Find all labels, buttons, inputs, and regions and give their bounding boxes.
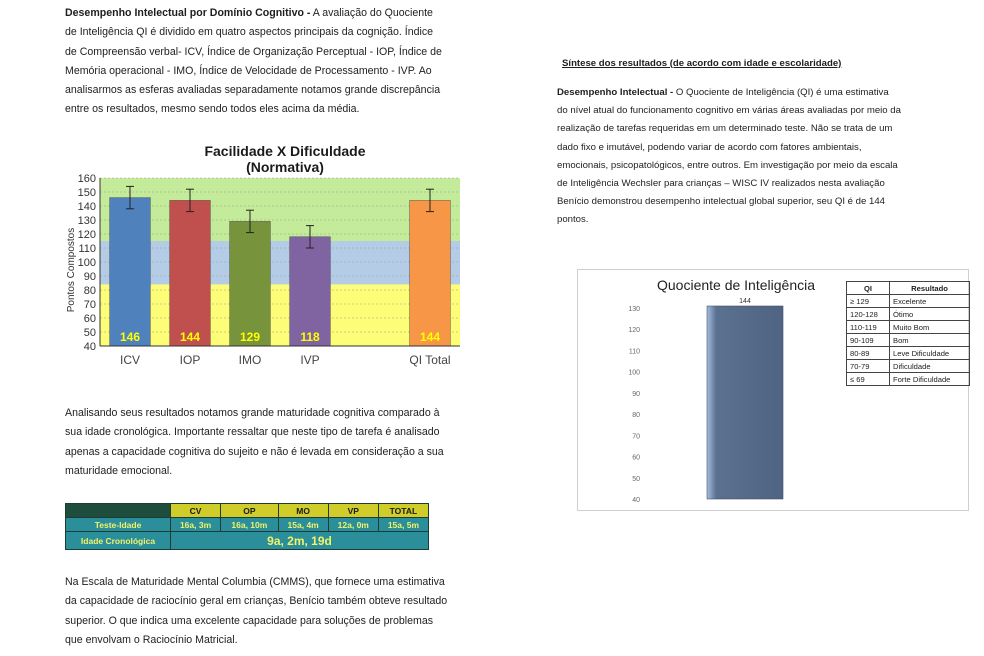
rp-line-5: de Inteligência Wechsler para crianças – WISC IV realizados nesta avaliação <box>557 178 885 190</box>
chart1-xtick: IVP <box>300 353 320 367</box>
qi-result: Muito Bom <box>890 321 970 334</box>
maturity-row1-mo: 15a, 4m <box>278 518 328 532</box>
qi-range: 70-79 <box>847 360 890 373</box>
qi-table-row <box>847 373 970 386</box>
chart1-xtick: ICV <box>119 353 141 367</box>
p1-line-4: analisarmos as esferas avaliadas separadamente notamos grande discrepância <box>65 84 441 97</box>
maturity-row1-op: 16a, 10m <box>221 518 278 532</box>
qi-chart-ytick: 130 <box>628 306 640 313</box>
p1-line-2: de Compreensão verbal- ICV, Índice de Organização Perceptual - IOP, Índice de <box>65 45 442 58</box>
chart1-ylabel: Pontos Compostos <box>66 227 77 313</box>
maturity-row-idade-cronologica <box>66 532 429 550</box>
p3-line-0: Na Escala de Maturidade Mental Columbia (CMMS), que fornece uma estimativa <box>65 576 445 588</box>
qi-range: 110-119 <box>847 321 890 334</box>
qi-table-row <box>847 295 970 308</box>
qi-chart-ytick: 80 <box>632 412 640 420</box>
p2-line-2: apenas a capacidade cognitiva do sujeito e não é levada em consideração a sua <box>65 445 444 458</box>
chart1-ytick: 60 <box>83 313 96 325</box>
qi-range: ≥ 129 <box>847 295 890 308</box>
paragraph-maturity <box>65 404 455 481</box>
maturity-header-mo: MO <box>278 504 328 518</box>
p1-line-1: de Inteligência QI é dividido em quatro aspectos principais da cognição. Índice <box>65 26 434 39</box>
rp-line-2: realização de tarefas requeridas em um determinado teste. Não se trata de um <box>557 123 893 135</box>
qi-chart-ytick: 50 <box>632 475 640 483</box>
maturity-row-teste-idade <box>66 518 429 532</box>
rp-line-1: do nível atual do funcionamento cognitivo em várias áreas avaliadas por meio da <box>557 105 901 117</box>
qi-table-row <box>847 321 970 334</box>
maturity-header-total: TOTAL <box>378 504 428 518</box>
qi-table-row <box>847 360 970 373</box>
chart1-bar <box>170 200 211 346</box>
maturity-row1-vp: 12a, 0m <box>328 518 378 532</box>
chart1-data-label: 118 <box>300 330 320 344</box>
qi-chart <box>578 270 848 508</box>
maturity-table-header <box>66 504 429 518</box>
maturity-header-cv: CV <box>171 504 221 518</box>
rp-line-7: pontos. <box>557 214 589 226</box>
maturity-row2-value: 9a, 2m, 19d <box>171 532 429 550</box>
chart1-ytick: 40 <box>83 341 96 353</box>
chart1-data-label: 146 <box>119 330 141 344</box>
chart1-ytick: 130 <box>77 215 96 227</box>
qi-range: 120-128 <box>847 308 890 321</box>
maturity-row1-total: 15a, 5m <box>378 518 428 532</box>
qi-table-row <box>847 347 970 360</box>
chart1-xtick: IOP <box>179 353 201 367</box>
chart1-xtick: QI Total <box>409 353 451 367</box>
qi-chart-ytick: 110 <box>628 348 640 356</box>
qi-range: ≤ 69 <box>847 373 890 386</box>
p2-line-3: maturidade emocional. <box>65 464 173 477</box>
qi-result: Dificuldade <box>890 360 970 373</box>
qi-chart-ytick: 60 <box>632 454 640 462</box>
chart1-title: Facilidade X Dificuldade <box>204 143 366 159</box>
chart1-ytick: 120 <box>77 229 96 241</box>
chart1-data-label: 144 <box>179 330 201 344</box>
facilidade-dificuldade-chart <box>60 138 465 378</box>
chart1-ytick: 80 <box>83 285 96 297</box>
paragraph-intellectual-performance <box>557 84 919 230</box>
chart1-xtick: IMO <box>238 353 262 367</box>
synthesis-heading: Síntese dos resultados (de acordo com idade e escolaridade) <box>562 58 842 69</box>
qi-result: Leve Dificuldade <box>890 347 970 360</box>
paragraph-intellectual-domains <box>65 4 455 120</box>
rp-line-3: dado fixo e imutável, podendo variar de acordo com fatores ambientais, <box>557 141 862 153</box>
qi-result: Ótimo <box>890 308 970 321</box>
chart1-band <box>100 178 460 241</box>
chart1-ytick: 140 <box>77 201 96 213</box>
rp-line-0-text: O Quociente de Inteligência (QI) é uma estimativa <box>675 87 889 98</box>
paragraph-cmms <box>65 573 455 650</box>
chart1-bar <box>230 221 271 346</box>
chart1-ytick: 100 <box>77 257 96 269</box>
p1-line-0-text: A avaliação do Quociente <box>312 7 433 19</box>
qi-result: Excelente <box>890 295 970 308</box>
maturity-header-vp: VP <box>328 504 378 518</box>
qi-chart-bar <box>707 306 783 499</box>
qi-range: 80-89 <box>847 347 890 360</box>
chart1-ytick: 110 <box>78 243 96 255</box>
p3-line-2: superior. O que indica uma excelente capacidade para soluções de problemas <box>65 614 434 627</box>
qi-result: Forte Dificuldade <box>890 373 970 386</box>
chart1-data-label: 129 <box>239 330 261 344</box>
qi-table-header <box>847 282 970 295</box>
maturity-header-empty <box>66 504 171 518</box>
maturity-row1-cv: 16a, 3m <box>171 518 221 532</box>
qi-chart-title: Quociente de Inteligência <box>657 277 815 293</box>
chart1-ytick: 70 <box>83 299 96 311</box>
qi-chart-ytick: 100 <box>628 369 640 377</box>
rp-title: Desempenho Intelectual - <box>557 87 674 98</box>
chart1-bar <box>410 200 451 346</box>
qi-chart-ytick: 40 <box>632 497 640 504</box>
p2-line-0: Analisando seus resultados notamos grande maturidade cognitiva comparado à <box>65 407 440 419</box>
maturity-row1-label: Teste-Idade <box>66 518 171 532</box>
p2-line-1: sua idade cronológica. Importante ressaltar que neste tipo de tarefa é analisado <box>65 426 440 439</box>
chart1-band <box>100 241 460 284</box>
qi-result: Bom <box>890 334 970 347</box>
maturity-header-op: OP <box>221 504 278 518</box>
chart1-band <box>100 284 460 346</box>
qi-table-row <box>847 308 970 321</box>
qi-chart-ytick: 70 <box>632 433 640 441</box>
qi-range: 90-109 <box>847 334 890 347</box>
qi-table-header-resultado: Resultado <box>890 282 970 295</box>
rp-line-0 <box>557 84 919 102</box>
rp-line-6: Benício demonstrou desempenho intelectual global superior, seu QI é de 144 <box>557 196 886 208</box>
chart1-bar <box>110 198 151 346</box>
p1-line-3: Memória operacional - IMO, Índice de Velocidade de Processamento - IVP. Ao <box>65 64 432 77</box>
p1-line-0 <box>65 4 455 23</box>
p3-line-1: da capacidade de raciocínio geral em crianças, Benício também obteve resultado <box>65 595 448 608</box>
chart1-ytick: 160 <box>77 173 96 185</box>
p1-line-5: entre os resultados, mesmo sendo todos eles acima da média. <box>65 103 360 116</box>
chart1-ytick: 90 <box>83 271 96 283</box>
chart1-ytick: 150 <box>77 187 96 199</box>
rp-line-4: emocionais, psicopatológicos, entre outros. Em investigação por meio da escala <box>557 159 898 171</box>
chart1-ytick: 50 <box>83 327 96 339</box>
p1-title: Desempenho Intelectual por Domínio Cognitivo - <box>65 7 311 19</box>
p3-line-3: que envolvam o Raciocínio Matricial. <box>65 633 238 646</box>
qi-table-header-qi: QI <box>847 282 890 295</box>
chart1-subtitle: (Normativa) <box>246 159 324 175</box>
maturity-table <box>65 503 429 550</box>
qi-classification-table <box>846 281 970 386</box>
qi-table-row <box>847 334 970 347</box>
chart1-data-label: 144 <box>419 330 441 344</box>
maturity-row2-label: Idade Cronológica <box>66 532 171 550</box>
qi-chart-ytick: 90 <box>632 390 640 398</box>
qi-chart-data-label: 144 <box>739 298 751 305</box>
qi-chart-ytick: 120 <box>628 327 640 335</box>
